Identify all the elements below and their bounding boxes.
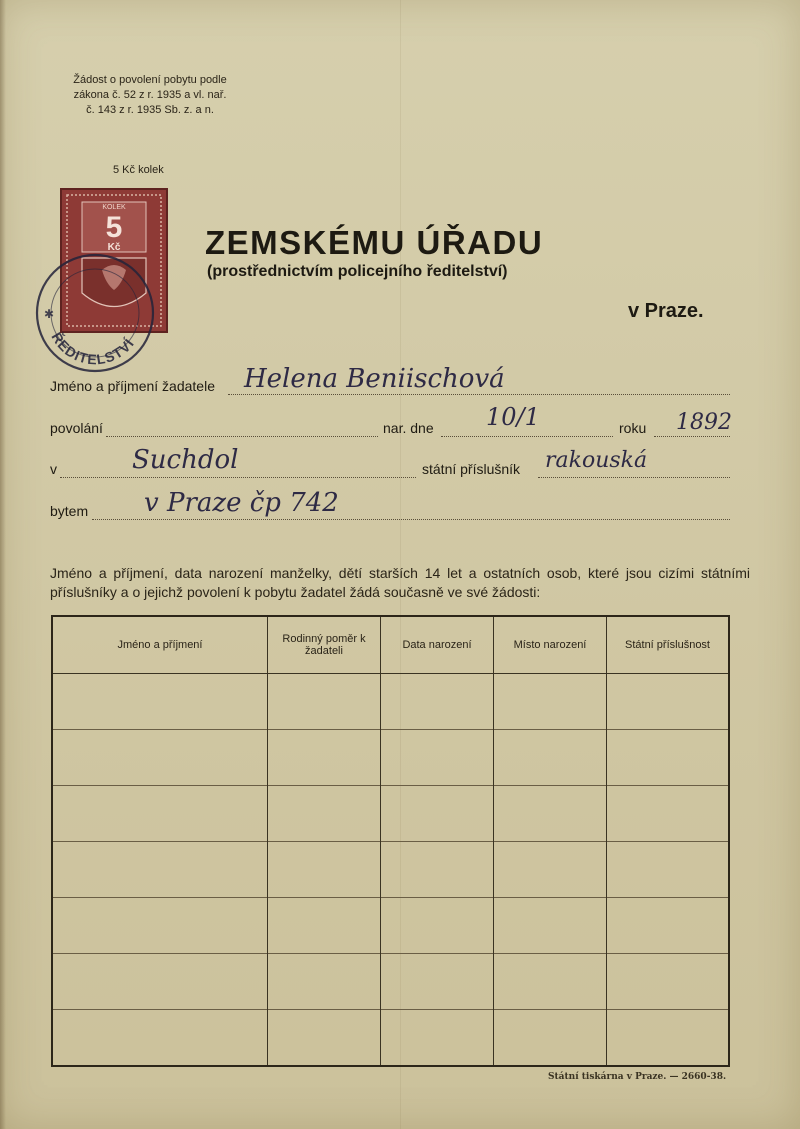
citizenship-value[interactable]: rakouská bbox=[545, 448, 648, 473]
place-heading: v Praze. bbox=[628, 300, 704, 322]
column-header-birth-place: Místo narození bbox=[494, 616, 607, 674]
table-row bbox=[52, 842, 729, 898]
table-cell[interactable] bbox=[52, 674, 268, 730]
law-line-3: č. 143 z r. 1935 Sb. z. a n. bbox=[86, 104, 214, 116]
place-value[interactable]: Suchdol bbox=[132, 445, 239, 475]
table-header-row bbox=[52, 616, 729, 674]
seal-star-icon: ✱ bbox=[44, 307, 55, 321]
table-cell[interactable] bbox=[494, 1010, 607, 1067]
table-cell[interactable] bbox=[52, 730, 268, 786]
year-line bbox=[654, 436, 730, 437]
year-value[interactable]: 1892 bbox=[676, 410, 732, 435]
name-value[interactable]: Helena Beniischová bbox=[244, 364, 505, 394]
residence-value[interactable]: v Praze čp 742 bbox=[144, 488, 339, 518]
place-label: v bbox=[50, 461, 57, 477]
table-cell[interactable] bbox=[381, 842, 494, 898]
page-title: ZEMSKÉMU ÚŘADU bbox=[205, 224, 544, 261]
table-row bbox=[52, 954, 729, 1010]
occupation-label: povolání bbox=[50, 420, 103, 436]
table-cell[interactable] bbox=[52, 842, 268, 898]
police-seal bbox=[30, 248, 160, 378]
table-cell[interactable] bbox=[607, 674, 730, 730]
persons-table bbox=[51, 615, 730, 1067]
table-row bbox=[52, 786, 729, 842]
paper-edge bbox=[0, 0, 6, 1129]
table-cell[interactable] bbox=[268, 954, 381, 1010]
year-label: roku bbox=[619, 420, 647, 436]
residence-line bbox=[92, 519, 730, 520]
table-cell[interactable] bbox=[381, 898, 494, 954]
table-cell[interactable] bbox=[52, 898, 268, 954]
born-line bbox=[441, 436, 613, 437]
table-cell[interactable] bbox=[607, 842, 730, 898]
stamp-top-text: KOLEK bbox=[102, 204, 126, 211]
table-cell[interactable] bbox=[52, 1010, 268, 1067]
residence-label: bytem bbox=[50, 503, 89, 519]
seal-text: ŘEDITELSTVÍ bbox=[48, 329, 138, 368]
table-cell[interactable] bbox=[52, 786, 268, 842]
table-cell[interactable] bbox=[381, 786, 494, 842]
table-cell[interactable] bbox=[607, 1010, 730, 1067]
table-cell[interactable] bbox=[607, 898, 730, 954]
place-line bbox=[60, 477, 416, 478]
instructions-paragraph: Jméno a příjmení, data narození manželky, dětí starších 14 let a ostatních osob, které jsou cizími státními příslušníky a o jejichž povolení k pobytu žadatel žádá současně ve své žádosti: bbox=[50, 565, 750, 600]
law-reference bbox=[50, 73, 250, 118]
table-cell[interactable] bbox=[381, 674, 494, 730]
name-label: Jméno a příjmení žadatele bbox=[50, 378, 215, 394]
table-body bbox=[52, 674, 729, 1067]
column-header-birth-date: Data narození bbox=[381, 616, 494, 674]
table-cell[interactable] bbox=[494, 898, 607, 954]
page-subtitle: (prostřednictvím policejního ředitelství) bbox=[207, 263, 508, 280]
born-value[interactable]: 10/1 bbox=[486, 403, 540, 431]
table-cell[interactable] bbox=[52, 954, 268, 1010]
citizenship-line bbox=[538, 477, 730, 478]
law-line-1: Žádost o povolení pobytu podle bbox=[73, 74, 227, 86]
stamp-currency: Kč bbox=[107, 242, 121, 253]
table-cell[interactable] bbox=[381, 954, 494, 1010]
table-cell[interactable] bbox=[607, 730, 730, 786]
law-line-2: zákona č. 52 z r. 1935 a vl. nař. bbox=[73, 89, 227, 101]
printer-imprint: Státní tiskárna v Praze. — 2660-38. bbox=[548, 1072, 727, 1082]
table-cell[interactable] bbox=[268, 842, 381, 898]
table-cell[interactable] bbox=[268, 898, 381, 954]
table-cell[interactable] bbox=[268, 1010, 381, 1067]
table-cell[interactable] bbox=[494, 730, 607, 786]
table-row bbox=[52, 898, 729, 954]
table-cell[interactable] bbox=[268, 730, 381, 786]
born-label: nar. dne bbox=[383, 420, 434, 436]
table-row bbox=[52, 674, 729, 730]
table-cell[interactable] bbox=[268, 674, 381, 730]
table-cell[interactable] bbox=[494, 674, 607, 730]
table-cell[interactable] bbox=[381, 730, 494, 786]
table-cell[interactable] bbox=[607, 786, 730, 842]
stamp-value: 5 bbox=[105, 211, 123, 244]
citizenship-label: státní příslušník bbox=[422, 461, 521, 477]
table-cell[interactable] bbox=[494, 842, 607, 898]
occupation-line bbox=[106, 436, 378, 437]
column-header-relation: Rodinný poměr k žadateli bbox=[268, 616, 381, 674]
table-row bbox=[52, 730, 729, 786]
table-cell[interactable] bbox=[494, 954, 607, 1010]
table-cell[interactable] bbox=[268, 786, 381, 842]
column-header-citizenship: Státní příslušnost bbox=[607, 616, 730, 674]
name-line bbox=[228, 394, 730, 395]
kolek-label: 5 Kč kolek bbox=[113, 164, 164, 176]
table-row bbox=[52, 1010, 729, 1067]
table-cell[interactable] bbox=[381, 1010, 494, 1067]
table-cell[interactable] bbox=[607, 954, 730, 1010]
column-header-name: Jméno a příjmení bbox=[52, 616, 268, 674]
table-cell[interactable] bbox=[494, 786, 607, 842]
